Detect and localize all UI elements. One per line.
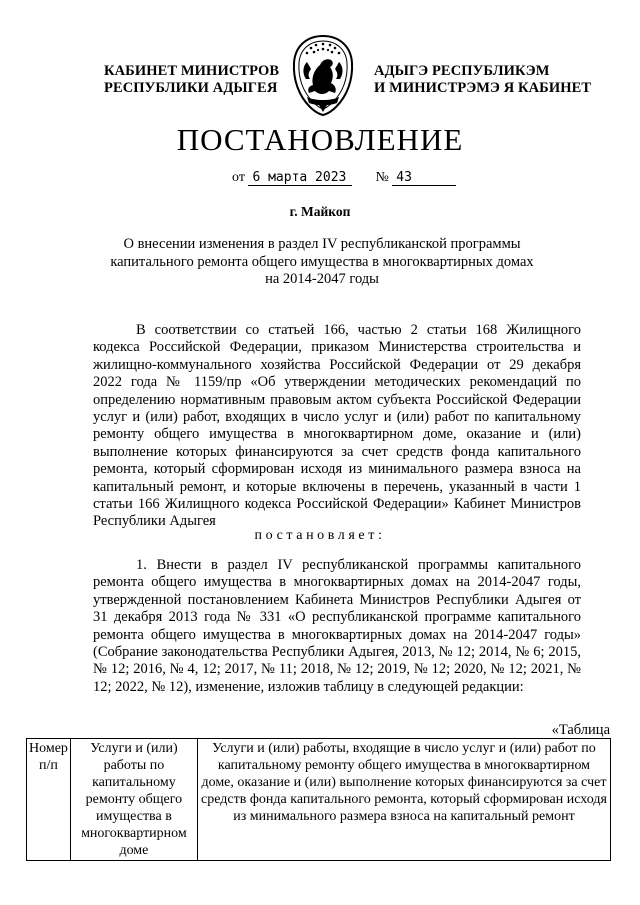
header-left	[104, 63, 279, 97]
subject-line: капитального ремонта общего имущества в многоквартирных домах	[110, 253, 534, 270]
services-table	[26, 738, 611, 861]
clause-1-paragraph: 1. Внести в раздел IV республиканской программы капитального ремонта общего имущества в многоквартирных домах на 2014-2047 годы, утвержденной постановлением Кабинета Министров Республики Адыгея от 31 декабря 2013 года № 331 «О республиканской программе капитального ремонта общего имущества в многоквартирных домах на 2014-2047 годы» (Собрание законодательства Республики Адыгея, 2013, № 12; 2014, № 6; 2015, № 12; 2016, № 4, 12; 2017, № 11; 2018, № 12; 2019, № 12; 2020, № 12; 2021, № 12; 2022, № 12), изменение, изложив таблицу в следующей редакции:	[93, 557, 581, 695]
subject-line: на 2014-2047 годы	[265, 271, 379, 287]
coat-of-arms-icon	[289, 33, 357, 117]
header-left-line2: РЕСПУБЛИКИ АДЫГЕЯ	[104, 80, 278, 96]
number-label: №	[375, 170, 389, 185]
table-header-row	[27, 739, 611, 861]
date-value: 6 марта 2023	[248, 170, 352, 186]
city: г. Майкоп	[289, 204, 351, 219]
date-prefix: от	[232, 170, 245, 185]
header-cell-number: Номер п/п	[27, 739, 71, 861]
header-right-line1: АДЫГЭ РЕСПУБЛИКЭМ	[374, 63, 550, 79]
header-cell-services: Услуги и (или) работы по капитальному ремонту общего имущества в многоквартирном доме	[70, 739, 197, 861]
document-title: ПОСТАНОВЛЕНИЕ	[176, 122, 464, 157]
table-caption: «Таблица	[551, 722, 610, 738]
number-value: 43	[392, 170, 456, 186]
preamble-paragraph: В соответствии со статьей 166, частью 2 статьи 168 Жилищного кодекса Российской Федерации, приказом Министерства строительства и жилищно-коммунального хозяйства Российской Федерации от 29 декабря 2022 года № 1159/пр «Об утверждении методических рекомендаций по определению нормативным правовым актом субъекта Российской Федерации услуг и (или) работ, входящих в число услуг и (или) работ по капитальному ремонту общего имущества в многоквартирном доме, оказание и (или) выполнение которых финансируются за счет средств фонда капитального ремонта, который сформирован исходя из минимального размера взноса на капитальный ремонт, и которые включены в перечень, указанный в части 1 статьи 166 Жилищного кодекса Российской Федерации» Кабинет Министров Республики Адыгея	[93, 322, 581, 530]
date-line	[232, 170, 456, 186]
subject-line: О внесении изменения в раздел IV республиканской программы	[123, 236, 521, 252]
header-left-line1: КАБИНЕТ МИНИСТРОВ	[104, 63, 280, 79]
header-right-line2: И МИНИСТРЭМЭ Я КАБИНЕТ	[374, 80, 592, 96]
subject-heading	[100, 236, 544, 289]
header-cell-financed-services: Услуги и (или) работы, входящие в число услуг и (или) работ по капитальному ремонту общего имущества в многоквартирном доме, оказание и (или) выполнение которых финансируются за счет средств фонда капитального ремонта, который сформирован исходя из минимального размера взноса на капитальный ремонт	[197, 739, 610, 861]
decree-word: постановляет:	[254, 528, 386, 543]
header-right	[374, 63, 591, 97]
